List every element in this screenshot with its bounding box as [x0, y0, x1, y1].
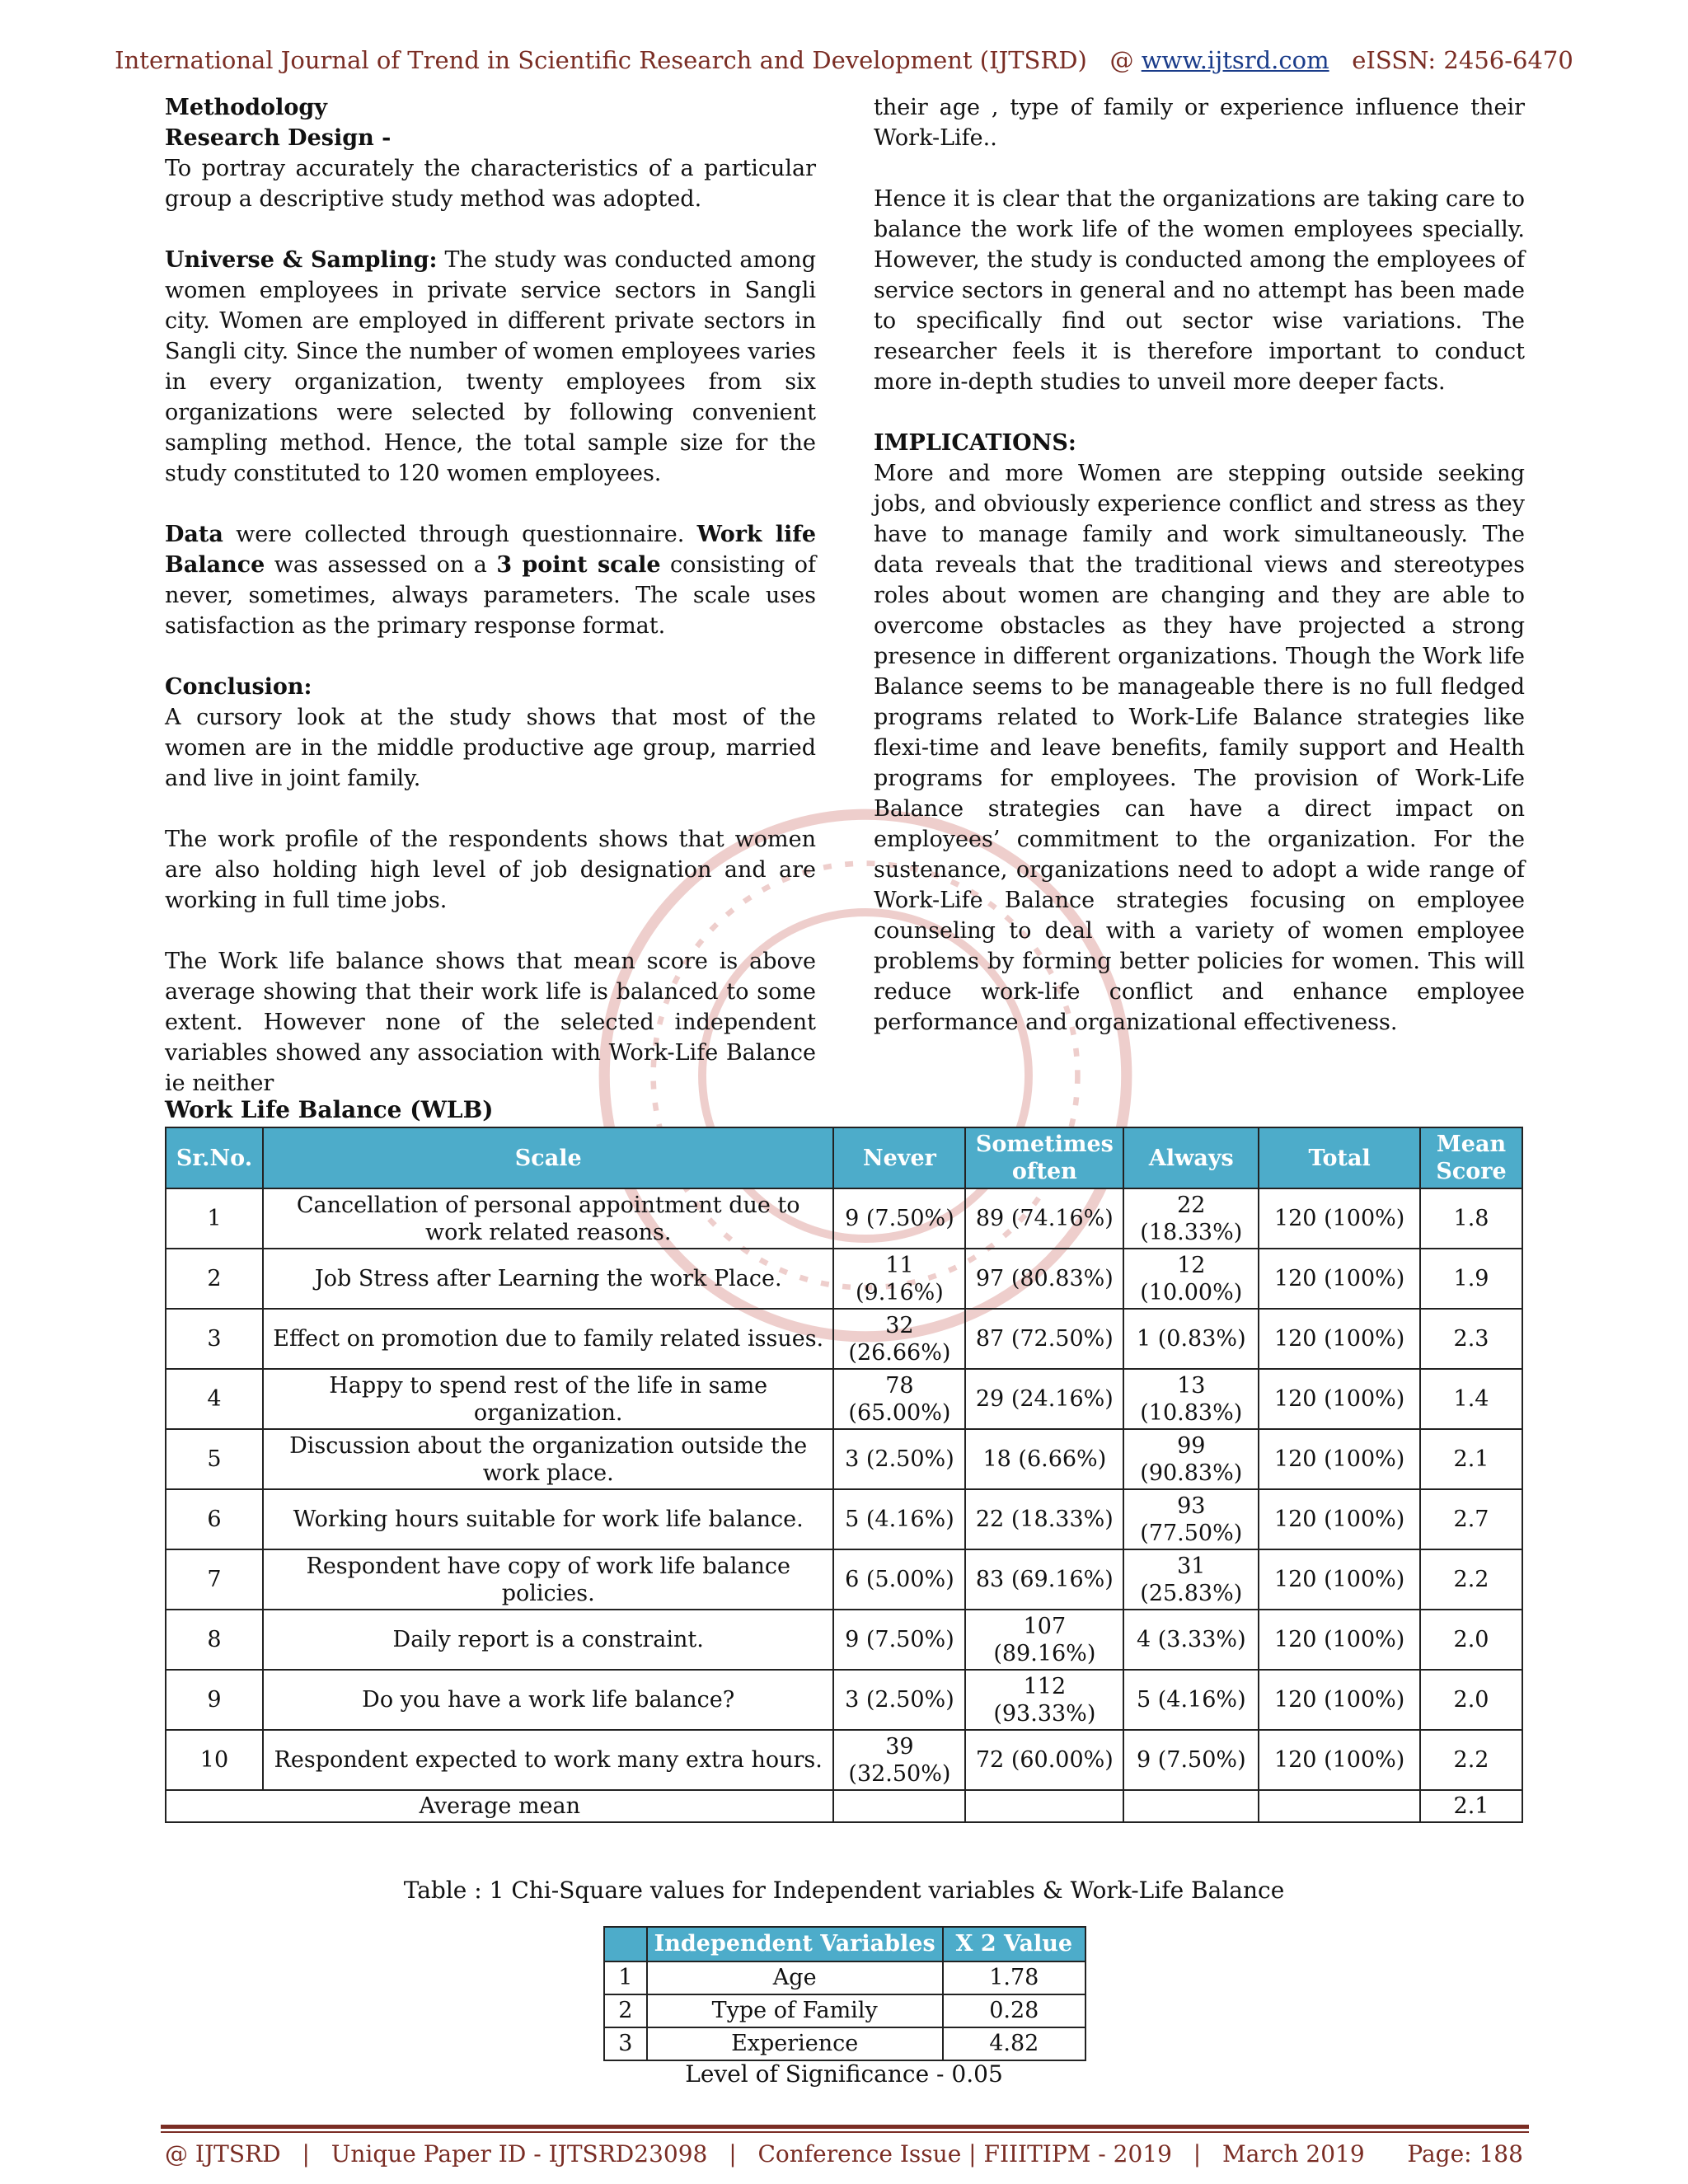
table-cell: Happy to spend rest of the life in same organization.: [263, 1369, 834, 1429]
table-row: [166, 1188, 1522, 1249]
footer-date: March 2019: [1222, 2140, 1365, 2168]
table-cell: 8: [166, 1610, 263, 1670]
work-profile-text: The work profile of the respondents shows that women are also holding high level of job designation and are working in full time jobs.: [165, 827, 816, 913]
footer-issue: Conference Issue | FIIITIPM - 2019: [757, 2140, 1172, 2168]
table-cell: Type of Family: [647, 1994, 943, 2027]
table-cell: 1.8: [1420, 1188, 1522, 1249]
data-text-3: consisting of never, sometimes, always parameters. The scale uses satisfaction as the primary response format.: [165, 552, 816, 639]
significance-level: Level of Significance - 0.05: [685, 2060, 1003, 2088]
table-row: [166, 1489, 1522, 1549]
conclusion-heading: Conclusion:: [165, 674, 312, 700]
col-header: Total: [1259, 1127, 1420, 1188]
table-cell: 32 (26.66%): [833, 1309, 965, 1369]
col-header: Sometimes often: [965, 1127, 1123, 1188]
footer-paper-id: Unique Paper ID - IJTSRD23098: [331, 2140, 708, 2168]
conclusion-text: A cursory look at the study shows that most of the women are in the middle productive age group, married and live in joint family.: [165, 705, 816, 791]
col-header: Independent Variables: [647, 1927, 943, 1961]
table-cell: 1.4: [1420, 1369, 1522, 1429]
table-cell: 89 (74.16%): [965, 1188, 1123, 1249]
table-cell: [833, 1790, 965, 1822]
table-cell: 4 (3.33%): [1123, 1610, 1259, 1670]
table-cell: 120 (100%): [1259, 1249, 1420, 1309]
col-header: Never: [833, 1127, 965, 1188]
table-cell: 120 (100%): [1259, 1369, 1420, 1429]
table-cell: 99 (90.83%): [1123, 1429, 1259, 1489]
table-cell: 120 (100%): [1259, 1730, 1420, 1790]
table-cell: 120 (100%): [1259, 1188, 1420, 1249]
table-cell: 9 (7.50%): [833, 1188, 965, 1249]
table-cell: Respondent expected to work many extra hours.: [263, 1730, 834, 1790]
table-cell: 120 (100%): [1259, 1489, 1420, 1549]
table-cell: 72 (60.00%): [965, 1730, 1123, 1790]
table-cell: 120 (100%): [1259, 1670, 1420, 1730]
table-cell: 87 (72.50%): [965, 1309, 1123, 1369]
chi-square-table: [603, 1926, 1086, 2061]
table-cell: 120 (100%): [1259, 1610, 1420, 1670]
table-cell: 2.2: [1420, 1549, 1522, 1610]
universe-label: Universe & Sampling:: [165, 247, 438, 273]
at-symbol: @: [1109, 46, 1134, 74]
table-cell: 78 (65.00%): [833, 1369, 965, 1429]
table-cell: 3: [604, 2027, 647, 2060]
table-cell: 97 (80.83%): [965, 1249, 1123, 1309]
table-cell: 22 (18.33%): [965, 1489, 1123, 1549]
table-cell: 3 (2.50%): [833, 1670, 965, 1730]
table-cell: Effect on promotion due to family related issues.: [263, 1309, 834, 1369]
page-footer: [165, 2140, 1523, 2168]
table-row: [166, 1369, 1522, 1429]
table-cell: 13 (10.83%): [1123, 1369, 1259, 1429]
journal-name: International Journal of Trend in Scientific Research and Development (IJTSRD): [115, 46, 1087, 74]
table-row: [166, 1549, 1522, 1610]
table-cell: 10: [166, 1730, 263, 1790]
col-header: X 2 Value: [943, 1927, 1085, 1961]
table-cell: Daily report is a constraint.: [263, 1610, 834, 1670]
table-cell: 12 (10.00%): [1123, 1249, 1259, 1309]
table-row: [166, 1429, 1522, 1489]
table-row: [166, 1670, 1522, 1730]
footer-org: @ IJTSRD: [165, 2140, 281, 2168]
data-text-1: were collected through questionnaire.: [223, 522, 697, 547]
table-row: [604, 2027, 1085, 2060]
col-header: Scale: [263, 1127, 834, 1188]
table-cell: 39 (32.50%): [833, 1730, 965, 1790]
average-row: [166, 1790, 1522, 1822]
table-row: [166, 1730, 1522, 1790]
table-cell: 120 (100%): [1259, 1309, 1420, 1369]
table-cell: 1.9: [1420, 1249, 1522, 1309]
footer-separator: |: [1193, 2140, 1202, 2168]
table-cell: Cancellation of personal appointment due to work related reasons.: [263, 1188, 834, 1249]
table-cell: [1123, 1790, 1259, 1822]
table-cell: 2.2: [1420, 1730, 1522, 1790]
table-row: [604, 1994, 1085, 2027]
table-cell: 18 (6.66%): [965, 1429, 1123, 1489]
col-header: Always: [1123, 1127, 1259, 1188]
eissn: eISSN: 2456-6470: [1352, 46, 1573, 74]
table-cell: 1: [166, 1188, 263, 1249]
footer-spacer: [1367, 2140, 1406, 2168]
table-cell: Working hours suitable for work life balance.: [263, 1489, 834, 1549]
table-cell: 5 (4.16%): [1123, 1670, 1259, 1730]
table-cell: Job Stress after Learning the work Place.: [263, 1249, 834, 1309]
chi-table-caption: Table : 1 Chi-Square values for Independent variables & Work-Life Balance: [403, 1877, 1285, 1904]
col-header: Sr.No.: [166, 1127, 263, 1188]
table-cell: 3: [166, 1309, 263, 1369]
table-cell: 2.0: [1420, 1610, 1522, 1670]
wlb-table-title: Work Life Balance (WLB): [165, 1096, 494, 1123]
col-header: [604, 1927, 647, 1961]
table-cell: Experience: [647, 2027, 943, 2060]
table-cell: 9: [166, 1670, 263, 1730]
table-cell: 6: [166, 1489, 263, 1549]
table-cell: 2: [604, 1994, 647, 2027]
average-value: 2.1: [1420, 1790, 1522, 1822]
implications-text: More and more Women are stepping outside seeking jobs, and obviously experience conflict and stress as they have to manage family and work simultaneously. The data reveals that the traditional views and stereotypes roles about women are changing and they are able to overcome obstacles as they have projected a strong presence in different organizations. Though the Work life Balance seems to be manageable there is no full fledged programs related to Work-Life Balance strategies like flexi-time and leave benefits, family support and Health programs for employees. The provision of Work-Life Balance strategies can have a direct impact on employees’ commitment to the organization. For the sustenance, organizations need to adopt a wide range of Work-Life Balance strategies focusing on employee counseling to deal with a variety of women employee problems by forming better policies for women. This will reduce work-life conflict and enhance employee performance and organizational effectiveness.: [874, 461, 1525, 1035]
table-cell: 5: [166, 1429, 263, 1489]
table-cell: [965, 1790, 1123, 1822]
data-paragraph: [165, 519, 816, 641]
table-cell: 120 (100%): [1259, 1429, 1420, 1489]
table-cell: 11 (9.16%): [833, 1249, 965, 1309]
table-cell: 3 (2.50%): [833, 1429, 965, 1489]
table-cell: Respondent have copy of work life balance policies.: [263, 1549, 834, 1610]
table-cell: 107 (89.16%): [965, 1610, 1123, 1670]
journal-header: [0, 46, 1688, 74]
table-cell: 2.3: [1420, 1309, 1522, 1369]
table-cell: 4: [166, 1369, 263, 1429]
table-cell: 0.28: [943, 1994, 1085, 2027]
table-cell: Age: [647, 1961, 943, 1994]
footer-page-number: Page: 188: [1407, 2140, 1523, 2168]
table-cell: 2: [166, 1249, 263, 1309]
wlb-table: [165, 1127, 1523, 1823]
table-cell: 93 (77.50%): [1123, 1489, 1259, 1549]
footer-divider: [161, 2125, 1529, 2133]
website-link[interactable]: www.ijtsrd.com: [1141, 46, 1329, 74]
research-design-text: To portray accurately the characteristics of a particular group a descriptive study method was adopted.: [165, 156, 816, 212]
footer-separator: |: [302, 2140, 310, 2168]
right-column: [874, 92, 1525, 1068]
data-text-2: was assessed on a: [265, 552, 497, 578]
data-label: Data: [165, 522, 223, 547]
average-label: Average mean: [166, 1790, 833, 1822]
research-design-heading: Research Design -: [165, 125, 392, 151]
footer-separator: |: [729, 2140, 737, 2168]
table-cell: 5 (4.16%): [833, 1489, 965, 1549]
continuation-text: their age , type of family or experience influence their Work-Life..: [874, 95, 1525, 151]
hence-text: Hence it is clear that the organizations are taking care to balance the work life of the women employees specially. However, the study is conducted among the employees of service sectors in general and no attempt has been made to specifically find out sector wise variations. The researcher feels it is therefore important to conduct more in-depth studies to unveil more deeper facts.: [874, 186, 1525, 395]
implications-heading: IMPLICATIONS:: [874, 430, 1076, 456]
table-cell: 31 (25.83%): [1123, 1549, 1259, 1610]
wlb-mean-text: The Work life balance shows that mean score is above average showing that their work life is balanced to some extent. However none of the selected independent variables showed any association with Work-Life Balance ie neither: [165, 949, 816, 1096]
table-cell: 9 (7.50%): [833, 1610, 965, 1670]
table-cell: 2.7: [1420, 1489, 1522, 1549]
table-row: [604, 1961, 1085, 1994]
universe-paragraph: [165, 245, 816, 489]
table-cell: 9 (7.50%): [1123, 1730, 1259, 1790]
table-cell: 1 (0.83%): [1123, 1309, 1259, 1369]
table-cell: 7: [166, 1549, 263, 1610]
wlb-label: Work life Balance: [165, 522, 816, 578]
universe-text: The study was conducted among women employees in private service sectors in Sangli city. Women are employed in different private sectors in Sangli city. Since the number of women employees varies in every organization, twenty employees from six organizations were selected by following convenient sampling method. Hence, the total sample size for the study constituted to 120 women employees.: [165, 247, 816, 486]
wlb-header-row: [166, 1127, 1522, 1188]
table-row: [166, 1249, 1522, 1309]
table-cell: Do you have a work life balance?: [263, 1670, 834, 1730]
table-cell: 1: [604, 1961, 647, 1994]
col-header: Mean Score: [1420, 1127, 1522, 1188]
table-row: [166, 1610, 1522, 1670]
table-cell: 6 (5.00%): [833, 1549, 965, 1610]
table-cell: 83 (69.16%): [965, 1549, 1123, 1610]
methodology-heading: Methodology: [165, 95, 327, 120]
chi-header-row: [604, 1927, 1085, 1961]
left-column: [165, 92, 816, 1129]
table-cell: [1259, 1790, 1420, 1822]
table-cell: 112 (93.33%): [965, 1670, 1123, 1730]
table-cell: 2.0: [1420, 1670, 1522, 1730]
table-cell: 4.82: [943, 2027, 1085, 2060]
table-cell: 29 (24.16%): [965, 1369, 1123, 1429]
table-cell: 2.1: [1420, 1429, 1522, 1489]
table-cell: Discussion about the organization outside the work place.: [263, 1429, 834, 1489]
scale-label: 3 point scale: [496, 552, 661, 578]
table-cell: 120 (100%): [1259, 1549, 1420, 1610]
table-row: [166, 1309, 1522, 1369]
table-cell: 22 (18.33%): [1123, 1188, 1259, 1249]
table-cell: 1.78: [943, 1961, 1085, 1994]
